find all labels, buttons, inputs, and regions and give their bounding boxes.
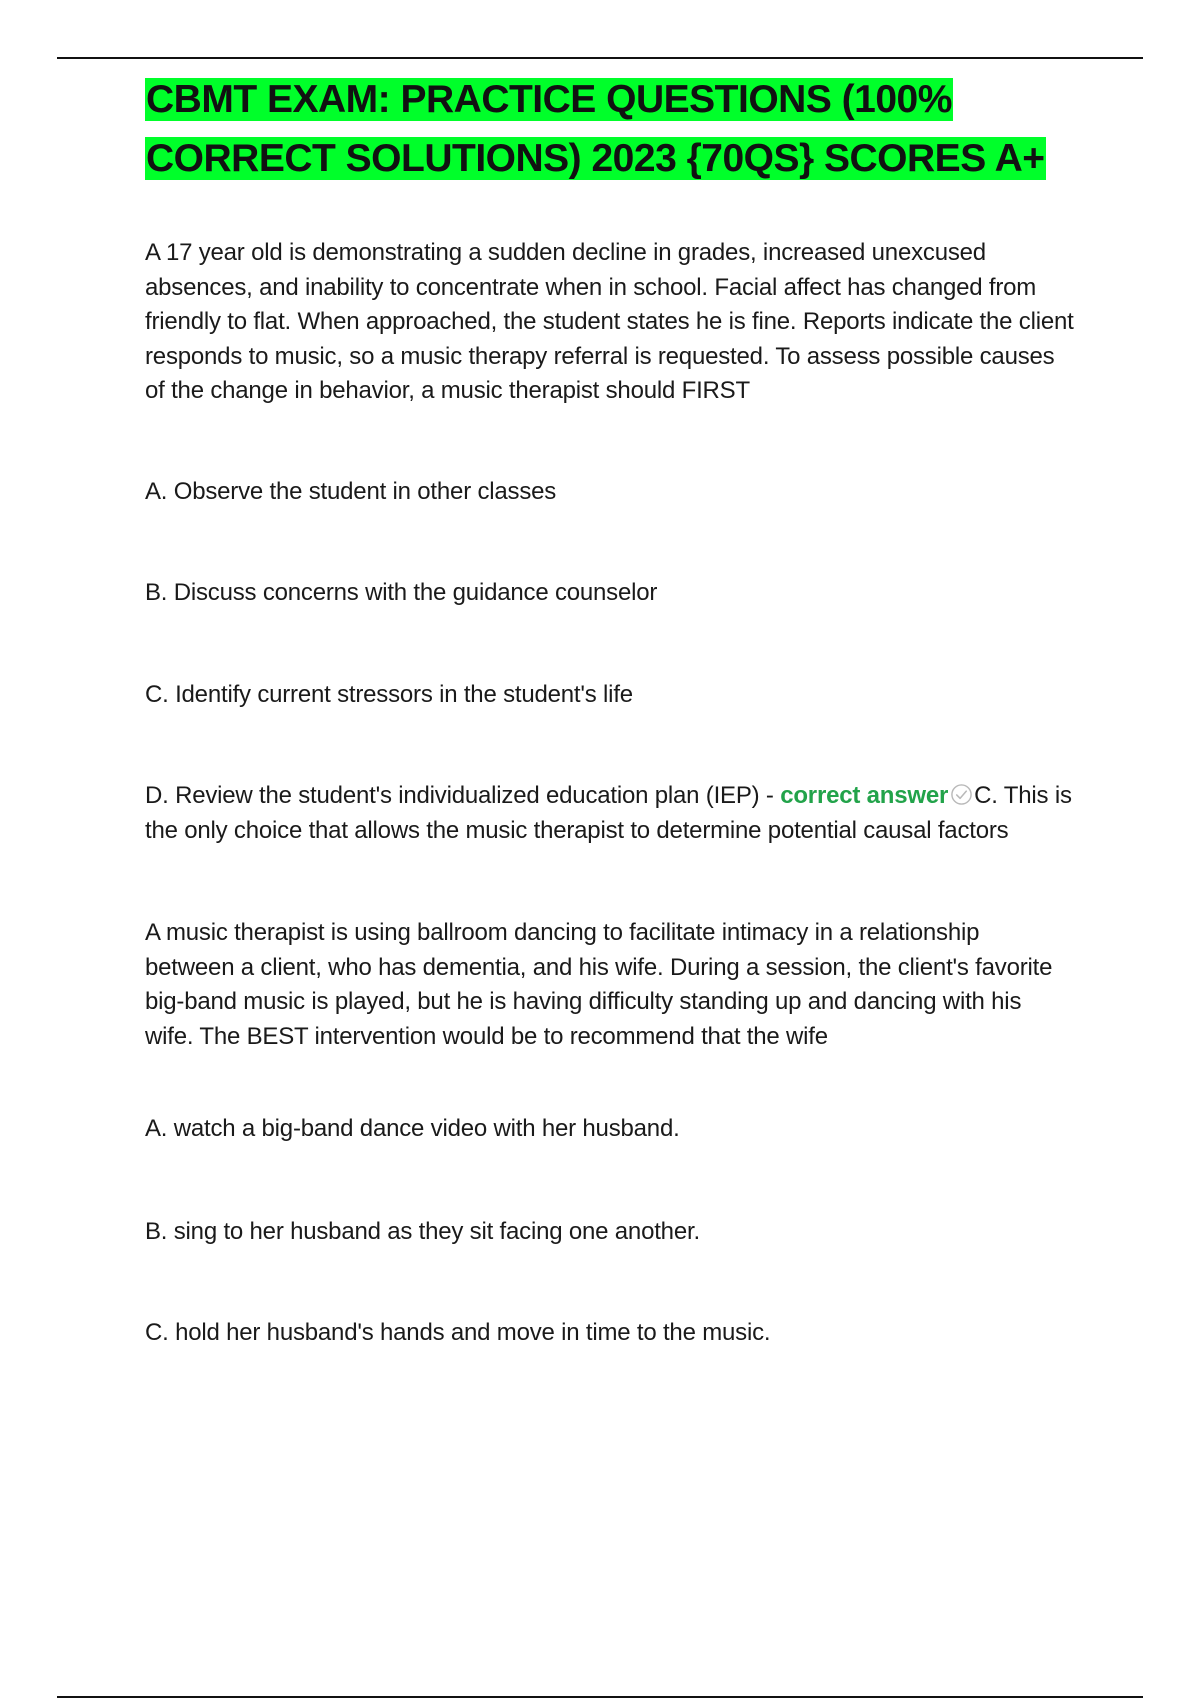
document-body — [145, 70, 1075, 1351]
question-2-option-a: A. watch a big-band dance video with her husband. — [145, 1115, 680, 1142]
option-d-text: D. Review the student's individualized education plan (IEP) - — [145, 782, 781, 809]
title-line-2: CORRECT SOLUTIONS) 2023 {70QS} SCORES A+ — [146, 137, 1045, 180]
answer-rationale: C. This is the only choice that allows the music therapist to determine potential causal factors — [145, 782, 1072, 844]
question-1-option-a: A. Observe the student in other classes — [145, 477, 557, 505]
question-2-option-b: B. sing to her husband as they sit facing one another. — [145, 1217, 700, 1245]
bottom-rule — [57, 1696, 1143, 1698]
check-circle-icon — [950, 783, 973, 806]
question-1-stem: A 17 year old is demonstrating a sudden decline in grades, increased unexcused absences, and inability to concentrate when in school. Facial affect has changed from friendly to flat. When approached, the student states he is fine. Reports indicate the client responds to music, so a music therapy referral is requested. To assess possible causes of the change in behavior, a music therapist should FIRST — [145, 239, 1074, 404]
question-1-option-b: B. Discuss concerns with the guidance counselor — [145, 579, 658, 606]
question-2-stem: A music therapist is using ballroom dancing to facilitate intimacy in a relationship between a client, who has dementia, and his wife. During a session, the client's favorite big-band music is played, but he is having difficulty standing up and dancing with his wife. The BEST intervention would be to recommend that the wife — [145, 919, 1053, 1050]
title-highlight — [145, 78, 1046, 180]
title-line-1: CBMT EXAM: PRACTICE QUESTIONS (100% — [146, 78, 952, 121]
correct-answer-label: correct answer — [780, 782, 949, 809]
question-1-option-d — [145, 779, 1075, 848]
top-rule — [57, 57, 1143, 59]
question-2-option-c: C. hold her husband's hands and move in time to the music. — [145, 1319, 771, 1346]
question-1-option-c: C. Identify current stressors in the student's life — [145, 680, 633, 708]
document-title — [145, 70, 1075, 188]
